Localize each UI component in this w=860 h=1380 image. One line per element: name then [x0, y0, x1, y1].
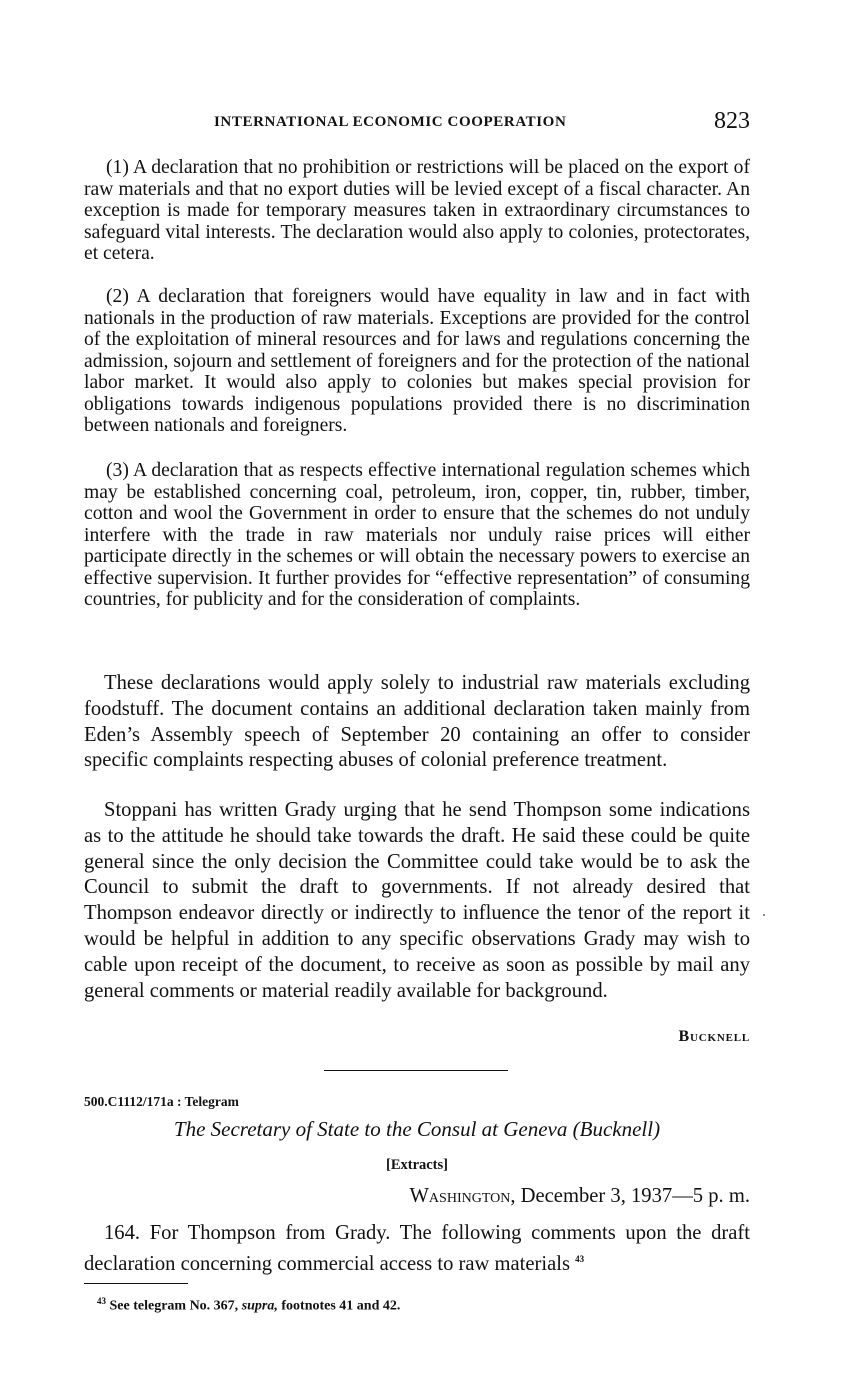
- print-speck: [763, 914, 765, 916]
- declaration-item: (1) A declaration that no prohibition or restrictions will be placed on the export of raw materials and that no export duties will be levied except of a fiscal character. An exception is made for temporary measures taken in extraordinary circumstances to safeguard vital interests. The declaration would also apply to colonies, protectorates, et cetera.: [84, 157, 750, 264]
- section-divider: [324, 1070, 508, 1071]
- telegram-opening-text: 164. For Thompson from Grady. The following comments upon the draft declaration concerning commercial access to raw materials: [84, 1222, 750, 1275]
- running-header: [84, 108, 750, 138]
- body-paragraph: Stoppani has written Grady urging that he send Thompson some indications as to the attitude he should take towards the draft. He said these could be quite general since the only decision the Committee could take would be to ask the Council to submit the draft to governments. If not already desired that Thompson endeavor directly or indirectly to influence the tenor of the report it would be helpful in addition to any specific observations Grady may wish to cable upon receipt of the document, to receive as soon as possible by mail any general comments or material readily available for background.: [84, 799, 750, 1002]
- declaration-item: (2) A declaration that foreigners would have equality in law and in fact with nationals in the production of raw materials. Exceptions are provided for the control of the exploitation of mineral resources and for laws and regulations concerning the admission, sojourn and settlement of foreigners and for the protection of the national labor market. It would also apply to colonies but makes special provision for obligations towards indigenous populations provided there is no discrimination between nationals and foreigners.: [84, 286, 750, 436]
- signature: Bucknell: [678, 1028, 750, 1045]
- dateline-place: Washington: [409, 1185, 511, 1207]
- document-note: [Extracts]: [385, 1157, 448, 1173]
- footnote-text: See telegram No. 367,: [109, 1298, 239, 1314]
- document-title: The Secretary of State to the Consul at Geneva (Bucknell): [173, 1117, 661, 1141]
- running-head: INTERNATIONAL ECONOMIC COOPERATION: [214, 114, 567, 130]
- footnote-italic-text: supra,: [241, 1298, 278, 1314]
- declaration-item: (3) A declaration that as respects effective international regulation schemes which may be established concerning coal, petroleum, iron, copper, tin, rubber, timber, cotton and wool the Government in order to ensure that the schemes do not unduly interfere with the trade in raw materials nor unduly raise prices will either participate directly in the schemes or will obtain the necessary powers to exercise an effective supervision. It further provides for “effective representation” of consuming countries, for publicity and for the consideration of complaints.: [84, 460, 750, 610]
- dateline-date: , December 3, 1937—5 p. m.: [510, 1185, 750, 1207]
- footnote-text-end: footnotes 41 and 42.: [281, 1298, 401, 1314]
- body-paragraph: These declarations would apply solely to industrial raw materials excluding foodstuff. The document contains an additional declaration taken mainly from Eden’s Assembly speech of September 20 containing an offer to consider specific complaints respecting abuses of colonial preference treatment.: [84, 672, 750, 772]
- telegram-opening: [84, 1221, 750, 1277]
- page-number: 823: [714, 108, 750, 134]
- footnote-reference: 43: [575, 1253, 585, 1264]
- footnote-marker: 43: [97, 1296, 106, 1306]
- file-reference: 500.C1112/171a : Telegram: [84, 1094, 239, 1109]
- footnote: [97, 1296, 400, 1315]
- dateline: [410, 1185, 751, 1208]
- footnote-divider: [84, 1283, 188, 1284]
